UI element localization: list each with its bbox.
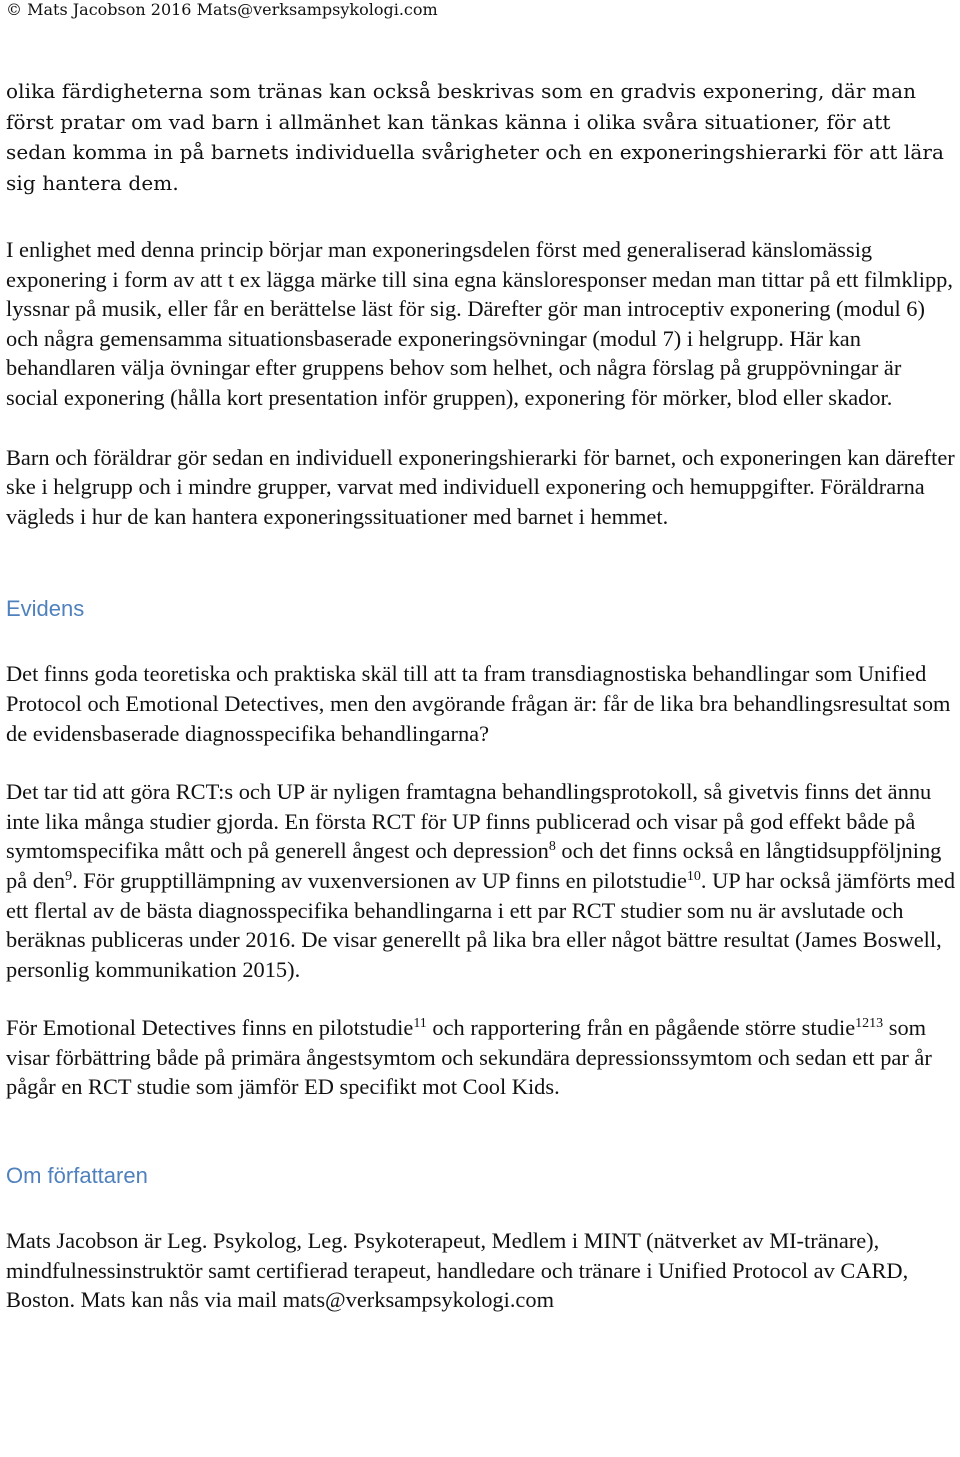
exposure-paragraph-2: Barn och föräldrar gör sedan en individuell exponeringshierarki för barnet, och exponeringen kan därefter ske i helgrupp och i mindre grupper, varvat med individuell exponering och hemuppgifter. Föräldrarna vägleds i hur de kan hantera exponeringssituationer med barnet i hemmet. xyxy=(6,444,955,529)
evidens-p2-text-a: Det tar tid att göra RCT:s och UP är nyligen framtagna behandlingsprotokoll, så givetvis finns det ännu inte lika många studier gjorda. En första RCT för UP finns publicerad och visar på god effekt både på symtomspecifika mått och på generell ångest och depression xyxy=(6,779,932,864)
evidens-p2-text-d: . UP har också jämförts med ett flertal av de bästa diagnosspecifika behandlingarna i ett par RCT studier som nu är avslutade och beräknas publiceras under 2016. De visar generellt på lika bra eller något bättre resultat (James Boswell, personlig kommunikation 2015). xyxy=(6,867,956,982)
footnote-ref-9: 9 xyxy=(65,868,73,884)
author-heading: Om författaren xyxy=(6,1163,148,1189)
evidens-paragraph-1: Det finns goda teoretiska och praktiska skäl till att ta fram transdiagnostiska behandlingar som Unified Protocol och Emotional Detectives, men den avgörande frågan är: får de lika bra behandlingsresultat som de evidensbaserade diagnosspecifika behandlingarna? xyxy=(6,661,951,746)
evidens-paragraph-3 xyxy=(6,1013,956,1102)
exposure-paragraph-1: I enlighet med denna princip börjar man exponeringsdelen först med generaliserad känslomässig exponering i form av att t ex lägga märke till sina egna känsloresponser medan man tittar på ett filmklipp, lyssnar på musik, eller får en berättelse läst för sig. Därefter gör man introceptiv exponering (modul 6) och några gemensamma situationsbaserade exponeringsövningar (modul 7) i helgrupp. Här kan behandlaren välja övningar efter gruppens behov som helhet, och några förslag på gruppövningar är social exponering (hålla kort presentation inför gruppen), exponering för mörker, blod eller skador. xyxy=(6,237,953,410)
evidens-p3-text-b: och rapportering från en pågående större studie xyxy=(426,1015,856,1041)
evidens-heading: Evidens xyxy=(6,596,85,622)
evidens-p3-text-a: För Emotional Detectives finns en pilotstudie xyxy=(6,1015,414,1041)
evidens-p3-text-c: som visar förbättring både på primära ångestsymtom och sekundära depressionssymtom och sedan ett par år pågår en RCT studie som jämför ED specifikt mot Cool Kids. xyxy=(6,1015,932,1100)
page-header-copyright: © Mats Jacobson 2016 Mats@verksampsykologi.com xyxy=(6,0,438,19)
footnote-ref-10: 10 xyxy=(686,868,701,884)
document-page xyxy=(6,0,956,1315)
footnote-ref-12-13: 1213 xyxy=(855,1016,884,1032)
evidens-p2-text-c: . För grupptillämpning av vuxenversionen av UP finns en pilotstudie xyxy=(72,867,687,893)
author-paragraph: Mats Jacobson är Leg. Psykolog, Leg. Psykoterapeut, Medlem i MINT (nätverket av MI-tränare), mindfulnessinstruktör samt certifierad terapeut, handledare och tränare i Unified Protocol av CARD, Boston. Mats kan nås via mail mats@verksampsykologi.com xyxy=(6,1228,909,1313)
footnote-ref-11: 11 xyxy=(413,1016,427,1032)
intro-paragraph: olika färdigheterna som tränas kan också beskrivas som en gradvis exponering, där man först pratar om vad barn i allmänhet kan tänkas känna i olika svåra situationer, för att sedan komma in på barnets individuella svårigheter och en exponeringshierarki för att lära sig hantera dem. xyxy=(6,79,945,195)
evidens-p2-text-b: och det finns också en långtidsuppföljning på den xyxy=(6,838,942,893)
footnote-ref-8: 8 xyxy=(548,839,556,855)
evidens-paragraph-2 xyxy=(6,777,956,984)
